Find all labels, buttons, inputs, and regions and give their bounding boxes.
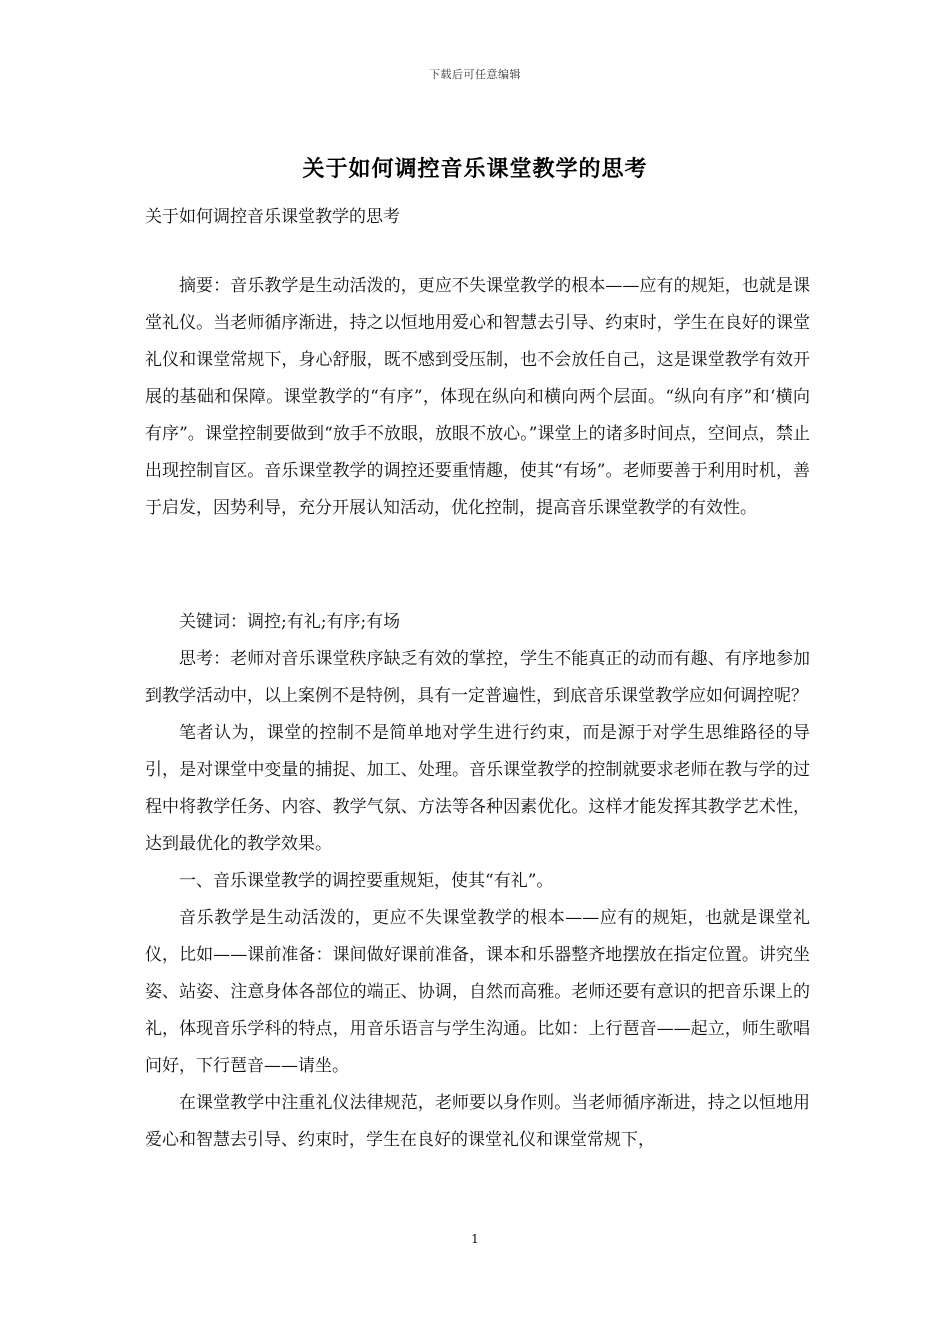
page-number: 1 [471, 1232, 479, 1246]
body-paragraph-etiquette: 音乐教学是生动活泼的，更应不失课堂教学的根本——应有的规矩，也就是课堂礼仪，比如——课前准备：课间做好课前准备，课本和乐器整齐地摆放在指定位置。讲究坐姿、站姿、注意身体各部位的端正、协调，自然而高雅。老师还要有意识的把音乐课上的礼，体现音乐学科的特点，用音乐语言与学生沟通。比如：上行琶音——起立，师生歌唱问好，下行琶音——请坐。 [145, 908, 810, 1076]
body-paragraph-norms: 在课堂教学中注重礼仪法律规范，老师要以身作则。当老师循序渐进，持之以恒地用爱心和智慧去引导、约束时，学生在良好的课堂礼仪和课堂常规下， [145, 1093, 810, 1150]
header-note: 下载后可任意编辑 [429, 68, 521, 81]
section-heading-1: 一、音乐课堂教学的调控要重规矩，使其“有礼”。 [179, 871, 554, 891]
abstract-paragraph: 摘要：音乐教学是生动活泼的，更应不失课堂教学的根本——应有的规矩，也就是课堂礼仪。当老师循序渐进，持之以恒地用爱心和智慧去引导、约束时，学生在良好的课堂礼仪和课堂常规下，身心舒服，既不感到受压制，也不会放任自己，这是课堂教学有效开展的基础和保障。课堂教学的“有序”，体现在纵向和横向两个层面。“纵向有序”和‘横向有序”。课堂控制要做到“放手不放眼，放眼不放心。”课堂上的诸多时间点，空间点，禁止出现控制盲区。音乐课堂教学的调控还要重情趣，使其“有场”。老师要善于利用时机，善于启发，因势利导，充分开展认知活动，优化控制，提高音乐课堂教学的有效性。 [145, 276, 810, 518]
document-subtitle: 关于如何调控音乐课堂教学的思考 [145, 207, 400, 227]
body-paragraph-thinking: 思考：老师对音乐课堂秩序缺乏有效的掌控，学生不能真正的动而有趣、有序地参加到教学活动中，以上案例不是特例，具有一定普遍性，到底音乐课堂教学应如何调控呢？ [145, 649, 810, 706]
abstract-section [145, 268, 810, 527]
keywords-line: 关键词：调控;有礼;有序;有场 [179, 612, 401, 632]
body-paragraph-author-view: 笔者认为，课堂的控制不是简单地对学生进行约束，而是源于对学生思维路径的导引，是对课堂中变量的捕捉、加工、处理。音乐课堂教学的控制就要求老师在教与学的过程中将教学任务、内容、教学气氛、方法等各种因素优化。这样才能发挥其教学艺术性，达到最优化的教学效果。 [145, 723, 810, 854]
document-title: 关于如何调控音乐课堂教学的思考 [302, 156, 648, 182]
body-section [145, 604, 810, 1159]
